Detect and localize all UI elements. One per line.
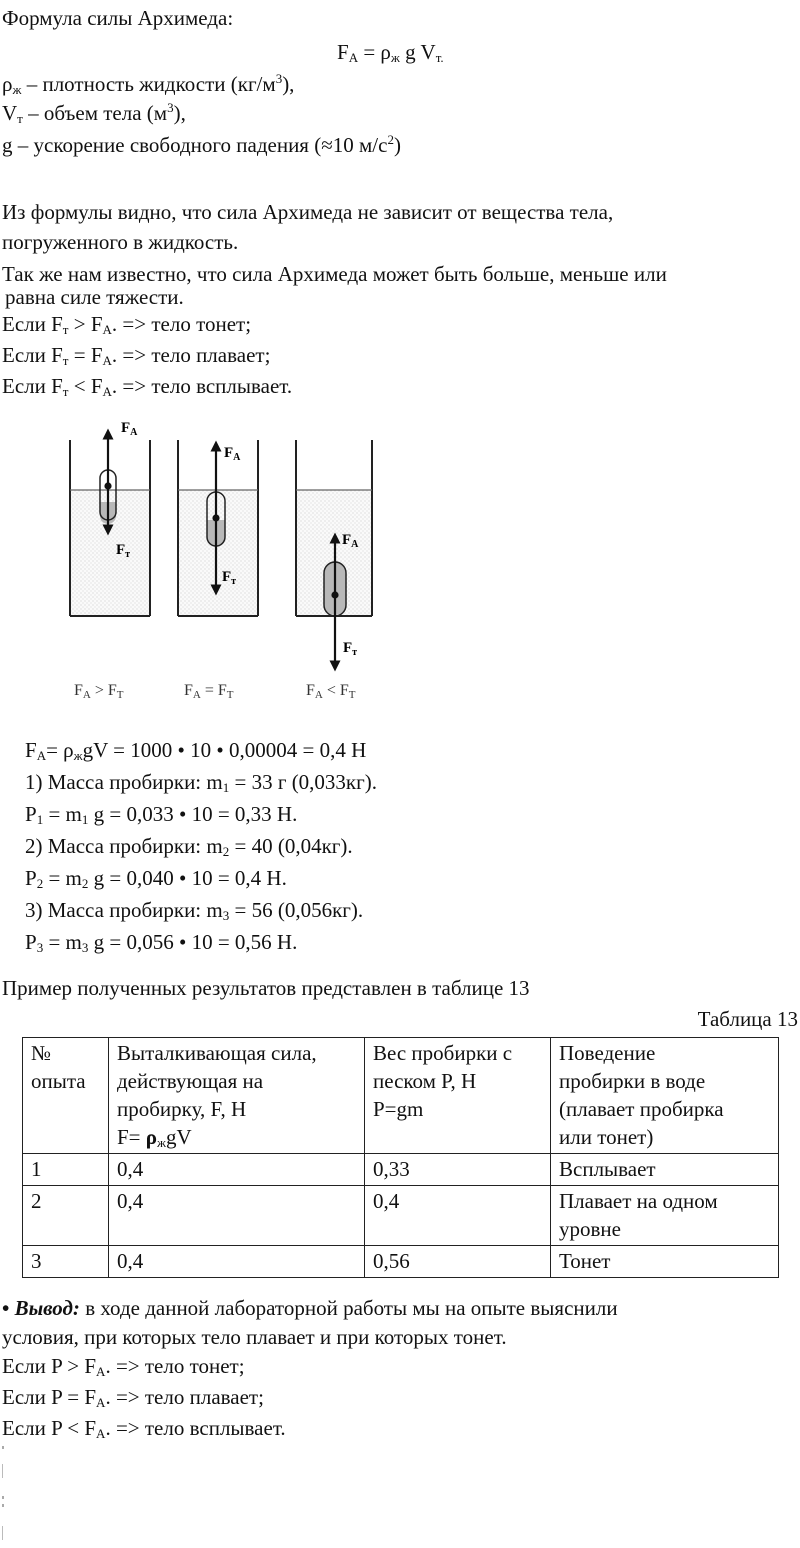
rho-definition: $\rho_ж$ – плотность жидкости $(кг/м^3)$, [2,71,295,97]
vessel-2-floating [178,440,258,616]
header-buoyant-force: Выталкивающая сила, действующая на пробирку, F, Н $F= \rho_жgV$ [109,1038,365,1154]
calc-mass-2: 2) Масса пробирки: $m_2 = 40$ (0,04кг). [25,834,353,859]
header-tube-weight: Вес пробирки с песком P, Н P=gm [365,1038,551,1154]
calc-weight-3: $P_3 = m_3$ g = 0,056 • 10 = 0,56 Н. [25,930,298,955]
table-intro: Пример полученных результатов представлен в таблице 13 [2,976,530,1000]
svg-text:Fт: $F_т$ [343,640,358,658]
cell-weight: 0,56 [365,1246,551,1278]
paragraph-1-line-1: Из формулы видно, что сила Архимеда не зависит от вещества тела, [2,200,614,224]
svg-text:Fт: $F_т$ [116,542,131,560]
conclusion-sinks: Если $P > F_A$. => тело тонет; [2,1354,245,1379]
cell-behavior: Всплывает [551,1154,779,1186]
caption-3: FA < FT [306,682,356,700]
conclusion-floats: Если $P = F_A$. => тело плавает; [2,1385,264,1410]
condition-rises: Если $F_т < F_A$. => тело всплывает. [2,374,293,399]
volume-definition: $V_т$ – объем тела $(м^3)$, [2,100,186,126]
table-header-row [23,1038,779,1154]
cell-weight: 0,33 [365,1154,551,1186]
svg-text:FA: $F_A$ [342,532,359,550]
g-definition: g – ускорение свободного падения (≈10 $м/с^2$) [2,132,401,157]
cell-number: 2 [23,1186,109,1246]
table-caption: Таблица 13 [697,1007,798,1031]
header-tube-behavior: Поведение пробирки в воде (плавает пробирка или тонет) [551,1038,779,1154]
svg-text:FA: $F_A$ [121,420,138,438]
cell-behavior: Плавает на одном уровне [551,1186,779,1246]
cell-force: 0,4 [109,1246,365,1278]
cell-number: 1 [23,1154,109,1186]
table-row [23,1154,779,1186]
cell-force: 0,4 [109,1154,365,1186]
archimedes-formula: $F_A = \rho_ж$ g $V_{т.}$ [337,40,444,65]
calc-mass-3: 3) Масса пробирки: $m_3 = 56$ (0,056кг). [25,898,364,923]
caption-2: FA = FT [184,682,234,700]
header-experiment-number: № опыта [23,1038,109,1154]
results-table [22,1037,779,1278]
table-row [23,1246,779,1278]
calc-mass-1: 1) Масса пробирки: $m_1 = 33$ г (0,033кг). [25,770,377,795]
condition-floats: Если $F_т = F_A$. => тело плавает; [2,343,271,368]
vessel-3-sinking [296,440,372,666]
paragraph-2-line-2: равна силе тяжести. [5,285,184,309]
condition-sinks: Если $F_т > F_A$. => тело тонет; [2,312,252,337]
svg-text:FA: $F_A$ [224,445,241,463]
conclusion-line-2: условия, при которых тело плавает и при которых тонет. [2,1325,507,1349]
table-row [23,1186,779,1246]
conclusion-rises: Если $P < F_A$. => тело всплывает. [2,1416,286,1441]
page-artifact-marks [2,1446,6,1546]
calc-weight-1: $P_1 = m_1$ g = 0,033 • 10 = 0,33 Н. [25,802,298,827]
conclusion-line-1: • Вывод: в ходе данной лабораторной работы мы на опыте выяснили [2,1296,618,1320]
svg-text:Fт: $F_т$ [222,569,237,587]
paragraph-2-line-1: Так же нам известно, что сила Архимеда может быть больше, меньше или [2,262,667,286]
cell-force: 0,4 [109,1186,365,1246]
cell-behavior: Тонет [551,1246,779,1278]
paragraph-1-line-2: погруженного в жидкость. [2,230,239,254]
vessel-1-rising [70,420,150,616]
caption-1: FA > FT [74,682,124,700]
cell-number: 3 [23,1246,109,1278]
calc-archimedes-force: $F_A= \rho_жgV = 1000$ • 10 • 0,00004 = 0,4 Н [25,738,367,763]
archimedes-force-figure [0,400,400,700]
formula-heading: Формула силы Архимеда: [2,6,234,30]
calc-weight-2: $P_2 = m_2$ g = 0,040 • 10 = 0,4 Н. [25,866,287,891]
cell-weight: 0,4 [365,1186,551,1246]
